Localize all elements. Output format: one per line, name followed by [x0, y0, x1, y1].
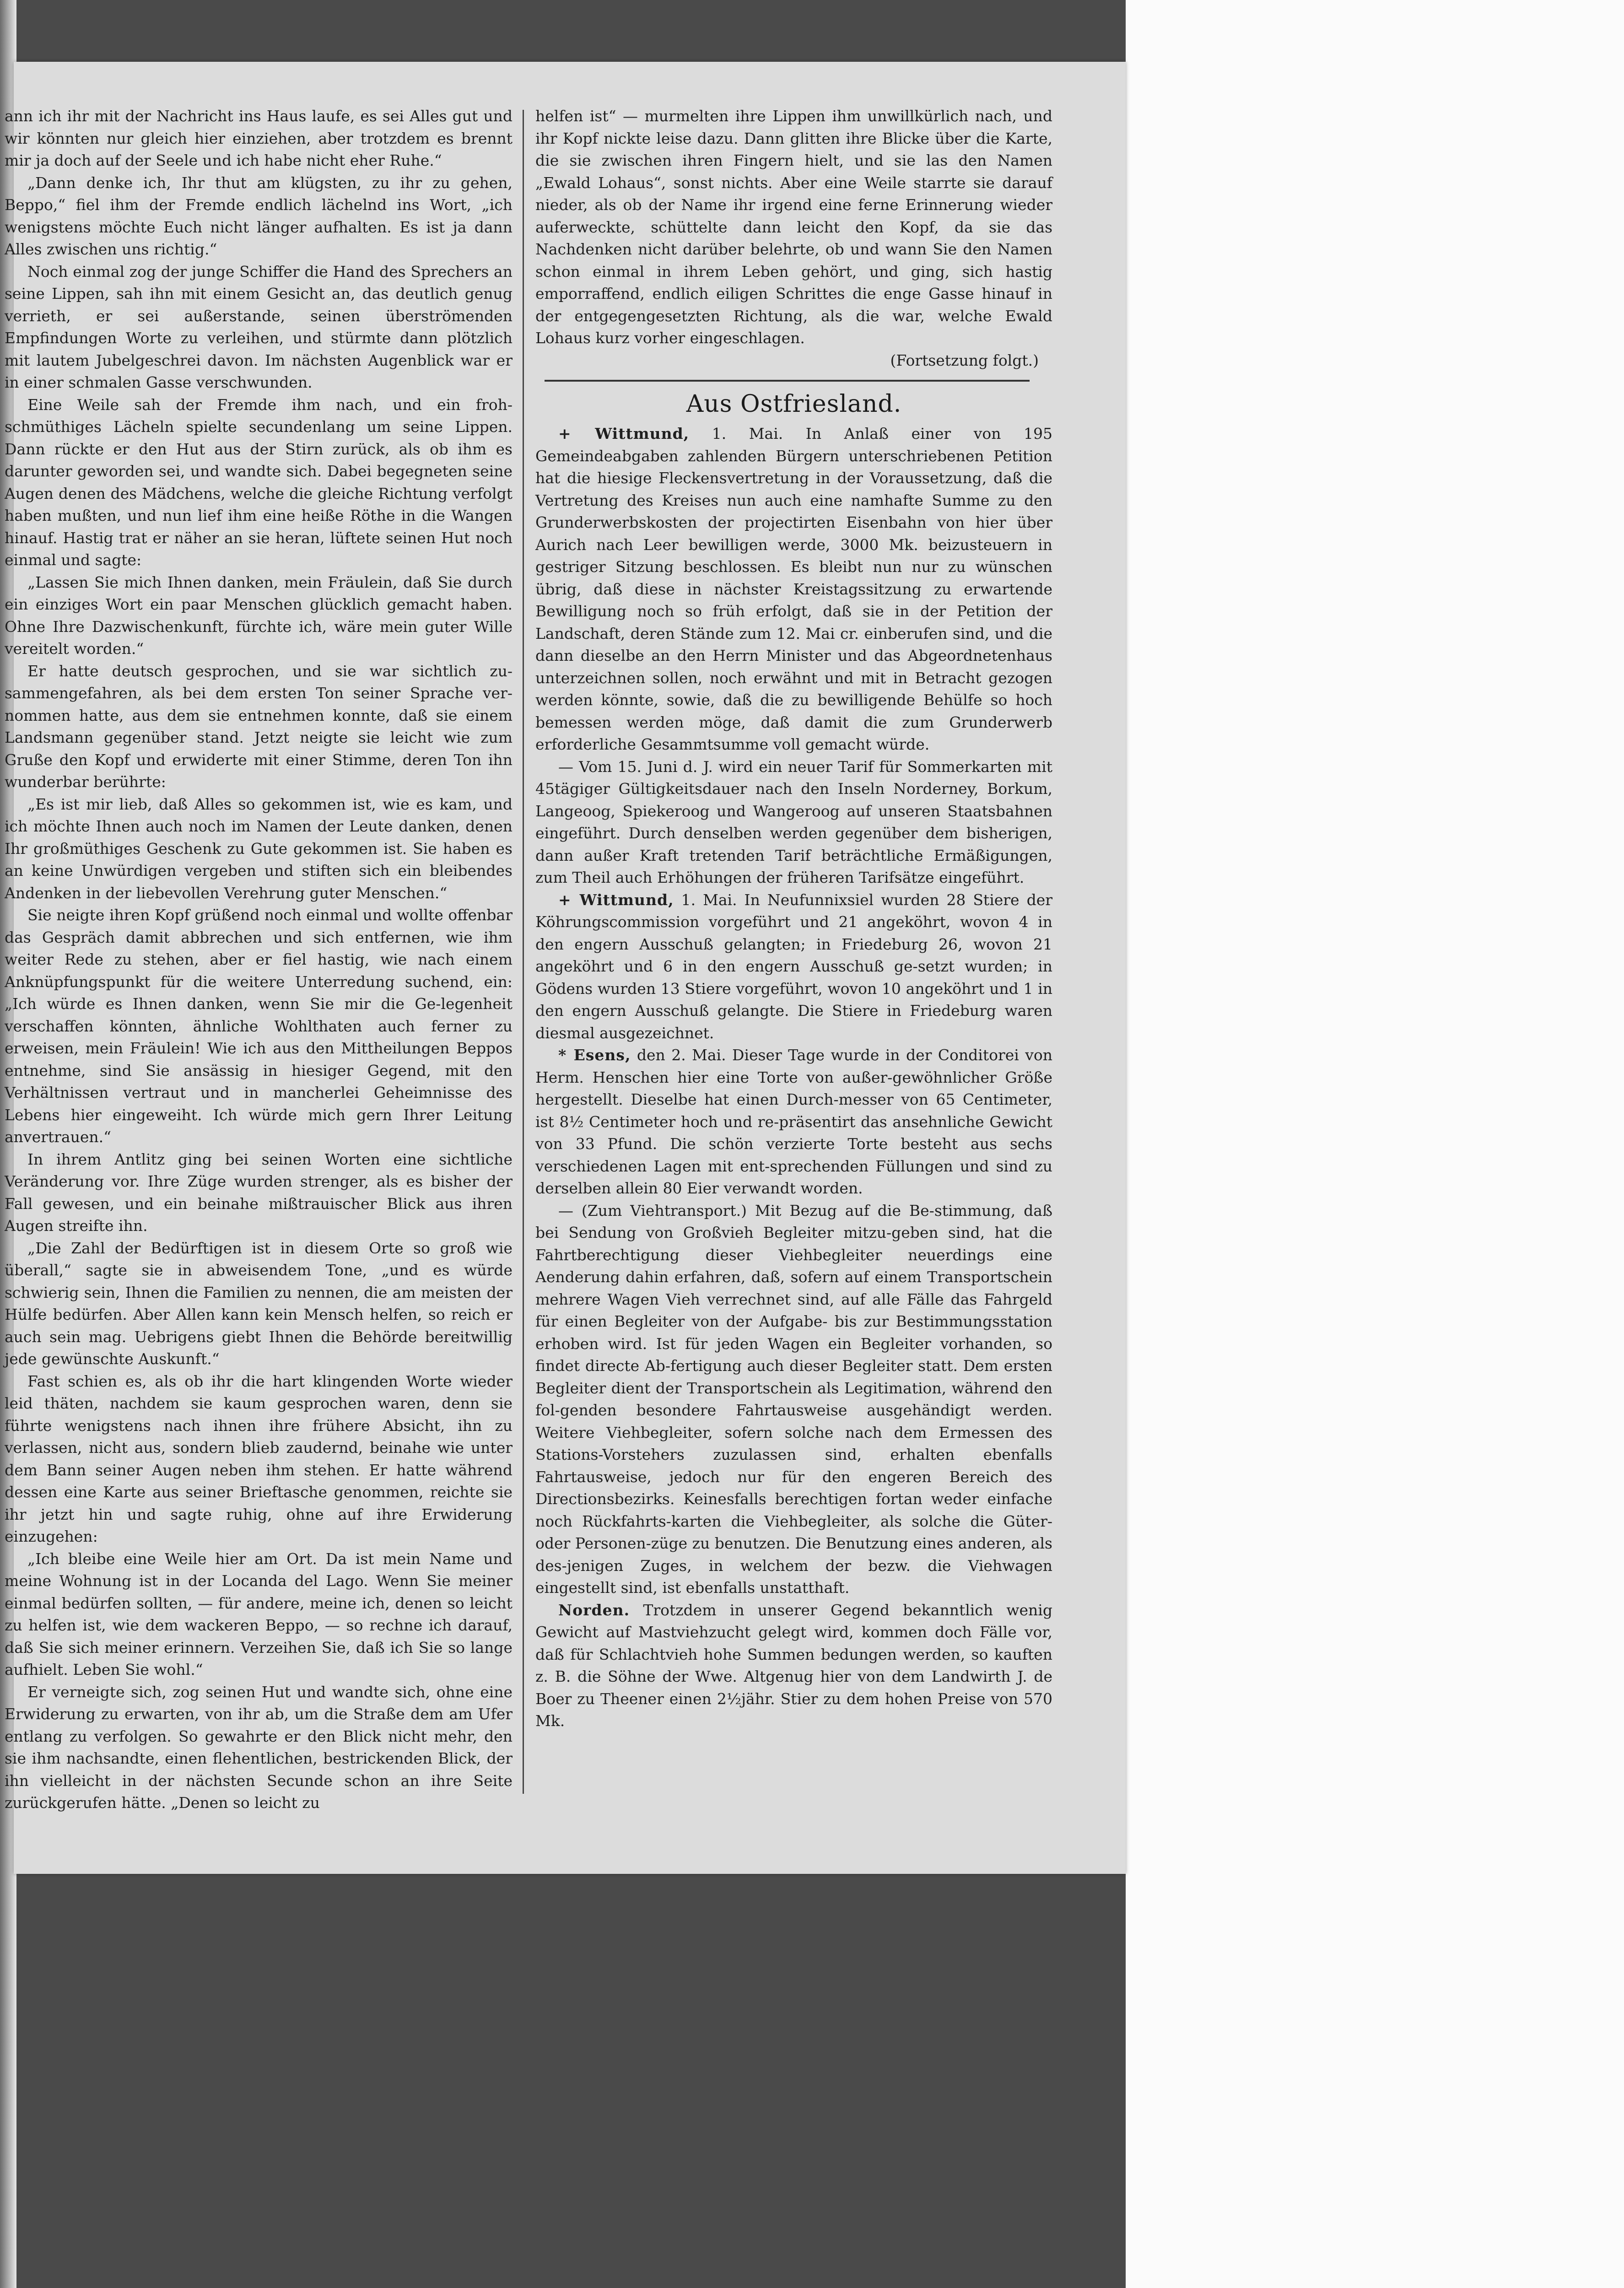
news-item: [535, 1599, 1052, 1732]
paragraph: Noch einmal zog der junge Schiffer die Hand des Sprechers an seine Lippen, sah ihn mit einem Gesicht an, das deutlich genug verrieth, er sei außerstande, seinen überströmenden Empfindungen Worte zu verleihen, und stürmte dann plötzlich mit lautem Jubelgeschrei davon. Im nächsten Augenblick war er in einer schmalen Gasse verschwunden.: [5, 262, 513, 391]
news-place: + Wittmund,: [558, 425, 690, 442]
paragraph: „Die Zahl der Bedürftigen ist in diesem Orte so groß wie überall,“ sagte sie in abweisendem Tone, „und es würde schwierig sein, Ihnen die Familien zu nennen, die am meisten der Hülfe bedürfen. Aber Allen kann kein Mensch helfen, so reich er auch sein mag. Uebrigens giebt Ihnen die Behörde bereitwillig jede gewünschte Auskunft.“: [5, 1239, 513, 1368]
right-column: [535, 105, 1052, 1798]
news-item: [535, 1200, 1052, 1599]
paragraph: Er verneigte sich, zog seinen Hut und wandte sich, ohne eine Erwiderung zu erwarten, von ihr ab, um die Straße dem am Ufer entlang zu verfolgen. So gewahrte er den Blick nicht mehr, den sie ihm nachsandte, einen flehentlichen, bestrickenden Blick, der ihn vielleicht in der nächsten Secunde schon an ihre Seite zurückgerufen hätte. „Denen so leicht zu: [5, 1683, 513, 1812]
paragraph: In ihrem Antlitz ging bei seinen Worten eine sichtliche Veränderung vor. Ihre Züge wurden strenger, als es bisher der Fall gewesen, und ein beinahe mißtrauischer Blick aus ihren Augen streifte ihn.: [5, 1150, 513, 1235]
news-text: Trotzdem in unserer Gegend bekanntlich wenig Gewicht auf Mastviehzucht gelegt wird, kommen doch Fälle vor, daß für Schlachtvieh hohe Summen bedungen werden, so kauften z. B. die Söhne der Wwe. Altgenug hier von dem Landwirth J. de Boer zu Theener einen 2½jähr. Stier zu dem hohen Preise von 570 Mk.: [535, 1601, 1052, 1730]
continuation-note: (Fortsetzung folgt.): [890, 351, 1039, 369]
paragraph: „Ich bleibe eine Weile hier am Ort. Da ist mein Name und meine Wohnung ist in der Locanda del Lago. Wenn Sie meiner einmal bedürfen sollten, — für andere, meine ich, denen so leicht zu helfen ist, wie dem wackeren Beppo, — so rechne ich darauf, daß Sie sich meiner erinnern. Verzeihen Sie, daß ich Sie so lange aufhielt. Leben Sie wohl.“: [5, 1549, 513, 1678]
paragraph: Sie neigte ihren Kopf grüßend noch einmal und wollte offenbar das Gespräch damit abbrechen und sich entfernen, wie ihm weiter Rede zu stehen, aber er fiel hastig, wie nach einem Anknüpfungspunkt für die weitere Unterredung suchend, ein: „Ich würde es Ihnen danken, wenn Sie mir die Ge-legenheit verschaffen könnten, ähnliche Wohlthaten auch ferner zu erweisen, mein Fräulein! Wie ich aus den Mittheilungen Beppos entnehme, sind Sie ansässig in hiesiger Gegend, mit den Verhältnissen vertraut und in mancherlei Geheimnisse des Lebens hier eingeweiht. Ich würde mich gern Ihrer Leitung anvertrauen.“: [5, 906, 513, 1146]
paragraph: Eine Weile sah der Fremde ihm nach, und ein froh-schmüthiges Lächeln spielte secundenlang um seine Lippen. Dann rückte er den Hut aus der Stirn zurück, als ob ihm es darunter geworden sei, und wandte sich. Dabei begegneten seine Augen denen des Mädchens, welche die gleiche Richtung verfolgt haben mußten, und nun lief ihm eine heiße Röthe in die Wangen hinauf. Hastig trat er näher an sie heran, lüftete seinen Hut noch einmal und sagte:: [5, 395, 513, 569]
news-item: [535, 889, 1052, 1045]
paragraph: ann ich ihr mit der Nachricht ins Haus laufe, es sei Alles gut und wir könnten nur gleich hier einziehen, aber trotzdem es brennt mir ja doch auf der Seele und ich habe nicht eher Ruhe.“: [5, 107, 513, 169]
newspaper-page: [5, 62, 1126, 1874]
story-ending: helfen ist“ — murmelten ihre Lippen ihm unwillkürlich nach, und ihr Kopf nickte leise dazu. Dann glitten ihre Blicke über die Karte, die sie zwischen ihren Fingern hielt, und sie las den Namen „Ewald Lohaus“, sonst nichts. Aber eine Weile starrte sie darauf nieder, als ob der Name ihr irgend eine ferne Erinnerung wieder auferweckte, schüttelte dann leicht den Kopf, da sie das Nachdenken nicht darüber belehrte, ob und wann Sie den Namen schon einmal in ihrem Leben gehört, und ging, sich hastig emporraffend, endlich eiligen Schrittes die enge Gasse hinauf in der entgegengesetzten Richtung, als die war, welche Ewald Lohaus kurz vorher eingeschlagen.: [535, 107, 1052, 347]
news-text: — Vom 15. Juni d. J. wird ein neuer Tarif für Sommerkarten mit 45tägiger Gültigkeitsdauer nach den Inseln Norderney, Borkum, Langeoog, Spiekeroog und Wangeroog auf unseren Staatsbahnen eingeführt. Durch denselben werden gegenüber dem bisherigen, dann außer Kraft tretenden Tarif beträchtliche Ermäßigungen, zum Theil auch Erhöhungen der früheren Tarifsätze eingeführt.: [535, 757, 1052, 886]
paragraph: „Es ist mir lieb, daß Alles so gekommen ist, wie es kam, und ich möchte Ihnen auch noch im Namen der Leute danken, denen Ihr großmüthiges Geschenk zu Gute gekommen ist. Sie haben es an keine Unwürdigen vergeben und stiften sich ein bleibendes Andenken in der liebevollen Verehrung guter Menschen.“: [5, 795, 513, 902]
section-divider: [545, 380, 1030, 382]
paragraph: „Lassen Sie mich Ihnen danken, mein Fräulein, daß Sie durch ein einziges Wort ein paar Menschen glücklich gemacht haben. Ohne Ihre Dazwischenkunft, fürchte ich, wäre mein guter Wille vereitelt worden.“: [5, 573, 513, 658]
news-item: [535, 1044, 1052, 1200]
news-item: [535, 423, 1052, 756]
news-item: [535, 756, 1052, 889]
paragraph: Er hatte deutsch gesprochen, und sie war sichtlich zu-sammengefahren, als bei dem ersten Ton seiner Sprache ver-nommen hatte, aus dem sie entnehmen konnte, daß sie einem Landsmann gegenüber stand. Jetzt neigte sie leicht wie zum Gruße den Kopf und erwiderte mit einer Stimme, deren Ton ihn wunderbar berührte:: [5, 662, 513, 791]
news-text: — (Zum Viehtransport.) Mit Bezug auf die Be-stimmung, daß bei Sendung von Großvieh Begleiter mitzu-geben sind, hat die Fahrtberechtigung dieser Viehbegleiter neuerdings eine Aenderung dahin erfahren, daß, sofern auf einem Transportschein mehrere Wagen Vieh verrechnet sind, auf alle Fälle das Fahrgeld für einen Begleiter von der Aufgabe- bis zur Bestimmungsstation erhoben wird. Ist für jeden Wagen ein Begleiter vorhanden, so findet directe Ab-fertigung auch dieser Begleiter statt. Dem ersten Begleiter dient der Transportschein als Legitimation, während den fol-genden besondere Fahrtausweise ausgehändigt werden. Weitere Viehbegleiter, sofern solche nach dem Ermessen des Stations-Vorstehers zuzulassen sind, erhalten ebenfalls Fahrtausweise, jedoch nur für den engeren Bereich des Directionsbezirks. Keinesfalls berechtigen fortan weder einfache noch Rückfahrts-karten die Viehbegleiter, als solche die Güter- oder Personen-züge zu benutzen. Die Benutzung eines anderen, als des-jenigen Zuges, in welchem der bezw. die Viehwagen eingestellt sind, ist ebenfalls unstatthaft.: [535, 1201, 1052, 1597]
news-text: 1. Mai. In Anlaß einer von 195 Gemeindeabgaben zahlenden Bürgern unterschriebenen Petition hat die hiesige Fleckensvertretung in der Voraussetzung, daß die Vertretung des Kreises nun auch eine namhafte Summe zu den Grunderwerbskosten der projectirten Eisenbahn von hier über Aurich nach Leer bewilligen werde, 3000 Mk. beizusteuern in gestriger Sitzung beschlossen. Es bleibt nun nur zu wünschen übrig, daß diese in nächster Kreistagssitzung zu erwartende Bewilligung noch so früh erfolgt, daß sie in der Petition der Landschaft, deren Stände zum 12. Mai cr. einberufen sind, und die dann dieselbe an den Herrn Minister und das Abgeordnetenhaus unterzeichnen sollen, noch erwähnt und mit in Betracht gezogen werden könnte, sowie, daß die zu bewilligende Behülfe so hoch bemessen werden möge, daß damit die zum Grunderwerb erforderliche Gesammtsumme voll gemacht würde.: [535, 425, 1052, 753]
scan-background: [1126, 0, 1624, 2288]
news-text: 1. Mai. In Neufunnixsiel wurden 28 Stiere der Köhrungscommission vorgeführt und 21 angeköhrt, wovon 4 in den engern Ausschuß gelangten; in Friedeburg 26, wovon 21 angeköhrt und 6 in den engern Ausschuß ge-setzt wurden; in Gödens wurden 13 Stiere vorgeführt, wovon 10 angeköhrt und 1 in den engern Ausschuß gelangte. Die Stiere in Friedeburg waren diesmal ausgezeichnet.: [535, 890, 1052, 1042]
news-place: * Esens,: [558, 1046, 631, 1064]
left-column: [5, 105, 513, 1812]
news-place: Norden.: [558, 1601, 630, 1619]
news-text: den 2. Mai. Dieser Tage wurde in der Conditorei von Herm. Henschen hier eine Torte von außer-gewöhnlicher Größe hergestellt. Dieselbe hat einen Durch-messer von 65 Centimeter, ist 8½ Centimeter hoch und re-präsentirt das ansehnliche Gewicht von 33 Pfund. Die schön verzierte Torte besteht aus sechs verschiedenen Lagen mit ent-sprechenden Füllungen und sind zu derselben allein 80 Eier verwandt worden.: [535, 1046, 1052, 1197]
paragraph: „Dann denke ich, Ihr thut am klügsten, zu ihr zu gehen, Beppo,“ fiel ihm der Fremde endlich lächelnd ins Wort, „ich wenigstens möchte Euch nicht länger aufhalten. Es ist ja dann Alles zwischen uns richtig.“: [5, 173, 513, 258]
paragraph: Fast schien es, als ob ihr die hart klingenden Worte wieder leid thäten, nachdem sie kaum gesprochen waren, denn sie führte wenigstens nach ihnen ihre frühere Absicht, ihn zu verlassen, nicht aus, sondern blieb zaudernd, beinahe wie unter dem Bann seiner Augen neben ihm stehen. Er hatte während dessen eine Karte aus seiner Brieftasche genommen, reichte sie ihr jetzt hin und sagte ruhig, ohne auf ihre Erwiderung einzugehen:: [5, 1372, 513, 1545]
news-place: + Wittmund,: [558, 890, 674, 909]
section-title: Aus Ostfriesland.: [686, 390, 902, 418]
column-divider: [523, 110, 524, 1794]
